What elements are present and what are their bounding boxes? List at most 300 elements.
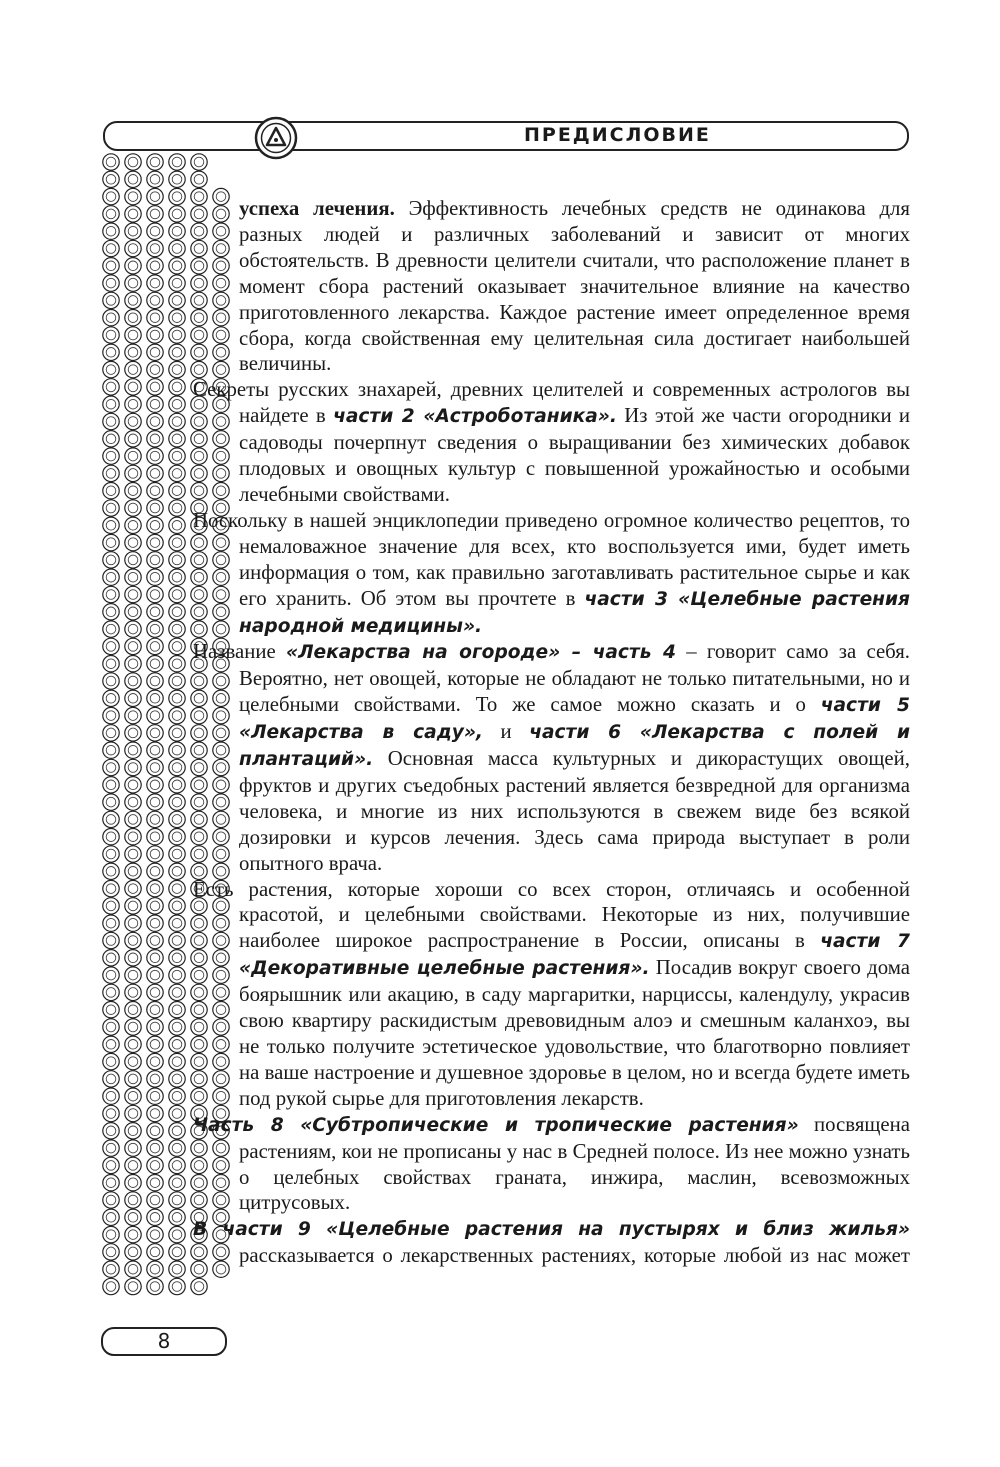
circle-ornament bbox=[169, 1036, 185, 1052]
circle-ornament bbox=[125, 1175, 141, 1191]
body-text: посвящена растениям, кои не прописаны у нас в Средней полосе. Из нее можно узнать о целебных свойствах граната, инжира, маслин, всевозможных цитрусовых. bbox=[239, 1112, 910, 1215]
circle-ornament bbox=[125, 292, 141, 308]
circle-ornament bbox=[125, 586, 141, 602]
circle-ornament bbox=[147, 188, 163, 204]
body-text: Из этой же части огородники и садоводы почерпнут сведения о выращивании без химических добавок плодовых и овощных культур с повышенной урожайностью и особыми лечебными свойствами. bbox=[239, 404, 911, 506]
circle-ornament bbox=[147, 984, 163, 1000]
circle-ornament bbox=[103, 898, 119, 914]
circle-ornament bbox=[125, 984, 141, 1000]
circle-ornament bbox=[147, 846, 163, 862]
circle-ornament bbox=[103, 863, 119, 879]
circle-ornament bbox=[125, 413, 141, 429]
circle-ornament bbox=[147, 621, 163, 637]
circle-ornament bbox=[191, 171, 207, 187]
circle-ornament bbox=[147, 967, 163, 983]
circle-ornament bbox=[169, 742, 185, 758]
body-text: Эффективность лечебных средств не одинакова для разных людей и различных заболеваний и зависит от многих обстоятельств. В древности целители считали, что расположение планет в момент сбора растений оказывает значительное влияние на качество приготовленного лекарства. Каждое растение имеет определенное время сбора, когда свойственная ему целительная сила достигает наибольшей величины. bbox=[239, 197, 910, 376]
emphasis-text: Часть 8 «Субтропические и тропические растения» bbox=[193, 1114, 799, 1136]
circle-ornament bbox=[147, 292, 163, 308]
circle-ornament bbox=[103, 1278, 119, 1294]
circle-ornament bbox=[147, 880, 163, 896]
circle-ornament bbox=[125, 552, 141, 568]
circle-ornament bbox=[125, 1105, 141, 1121]
circle-ornament bbox=[125, 621, 141, 637]
circle-ornament bbox=[147, 448, 163, 464]
emphasis-text: успеха лечения. bbox=[239, 197, 395, 220]
circle-ornament bbox=[147, 777, 163, 793]
emphasis-text: части 7 «Декоративные целебные растения». bbox=[239, 931, 910, 980]
circle-ornament bbox=[147, 154, 163, 170]
circle-ornament bbox=[103, 517, 119, 533]
circle-ornament bbox=[169, 1209, 185, 1225]
circle-ornament bbox=[169, 465, 185, 481]
circle-ornament bbox=[147, 707, 163, 723]
circle-ornament bbox=[147, 361, 163, 377]
circle-ornament bbox=[169, 1105, 185, 1121]
body-text: Название bbox=[193, 640, 286, 664]
circle-ornament bbox=[103, 656, 119, 672]
circle-ornament bbox=[169, 223, 185, 239]
circle-ornament bbox=[147, 1226, 163, 1242]
circle-ornament bbox=[103, 725, 119, 741]
circle-ornament bbox=[125, 1244, 141, 1260]
circle-ornament bbox=[147, 673, 163, 689]
circle-ornament bbox=[147, 1053, 163, 1069]
triangle-emblem-icon bbox=[254, 116, 298, 160]
circle-ornament bbox=[103, 240, 119, 256]
circle-ornament bbox=[125, 880, 141, 896]
paragraph-7 bbox=[193, 1216, 910, 1269]
circle-ornament bbox=[169, 967, 185, 983]
body-text: Есть растения, которые хороши со всех сторон, отличаясь и особенной красотой, и целебными свойствами. Некоторые из них, получившие наиболее широкое распространение в России, описаны в bbox=[193, 877, 910, 953]
circle-ornament bbox=[103, 483, 119, 499]
circle-ornament bbox=[125, 777, 141, 793]
emphasis-text: части 2 «Астроботаника». bbox=[333, 406, 617, 428]
circle-ornament bbox=[125, 950, 141, 966]
circle-ornament bbox=[147, 1261, 163, 1277]
emphasis-text: «Лекарства на огороде» – часть 4 bbox=[286, 642, 676, 664]
circle-ornament bbox=[125, 967, 141, 983]
circle-ornament bbox=[169, 829, 185, 845]
circle-ornament bbox=[125, 431, 141, 447]
body-text: Посадив вокруг своего дома боярышник или акацию, в саду маргаритки, нарциссы, календулу, украсив свою квартиру раскидистым древовидным алоэ и смешным каланхоэ, вы не только получите эстетическое удовольствие, что благотворно повлияет на ваше настроение и душевное здоровье в целом, но и всегда будете иметь под рукой сырье для приготовления лекарств. bbox=[239, 956, 910, 1110]
circle-ornament bbox=[147, 344, 163, 360]
circle-ornament bbox=[103, 223, 119, 239]
circle-ornament bbox=[103, 361, 119, 377]
circle-ornament bbox=[147, 1036, 163, 1052]
circle-ornament bbox=[147, 327, 163, 343]
circle-ornament bbox=[169, 379, 185, 395]
circle-ornament bbox=[125, 448, 141, 464]
circle-ornament bbox=[103, 188, 119, 204]
circle-ornament bbox=[125, 846, 141, 862]
circle-ornament bbox=[147, 431, 163, 447]
circle-ornament bbox=[147, 932, 163, 948]
circle-ornament bbox=[169, 1261, 185, 1277]
circle-ornament bbox=[103, 794, 119, 810]
emphasis-text: части 6 «Лекарства с полей и плантаций». bbox=[239, 722, 911, 771]
circle-ornament bbox=[125, 223, 141, 239]
circle-ornament bbox=[125, 604, 141, 620]
circle-ornament bbox=[125, 1088, 141, 1104]
circle-ornament bbox=[169, 621, 185, 637]
circle-ornament bbox=[103, 1261, 119, 1277]
circle-ornament bbox=[169, 932, 185, 948]
circle-ornament bbox=[103, 880, 119, 896]
circle-ornament bbox=[103, 1226, 119, 1242]
circle-ornament bbox=[125, 1261, 141, 1277]
body-text: Секреты русских знахарей, древних целителей и современных астрологов вы найдете в bbox=[193, 378, 910, 428]
circle-ornament bbox=[147, 638, 163, 654]
circle-ornament bbox=[103, 275, 119, 291]
circle-ornament bbox=[147, 465, 163, 481]
circle-ornament bbox=[147, 725, 163, 741]
circle-ornament bbox=[125, 863, 141, 879]
circle-ornament bbox=[125, 379, 141, 395]
circle-ornament bbox=[103, 1209, 119, 1225]
circle-ornament bbox=[191, 1278, 207, 1294]
circle-ornament bbox=[169, 656, 185, 672]
body-text: – говорит само за себя. Вероятно, нет овощей, которые не обладают не только питательными, но и целебными свойствами. То же самое можно сказать и о bbox=[239, 640, 911, 717]
circle-ornament bbox=[125, 1209, 141, 1225]
circle-ornament bbox=[125, 1123, 141, 1139]
circle-ornament bbox=[103, 673, 119, 689]
circle-ornament bbox=[169, 240, 185, 256]
circle-ornament bbox=[147, 1019, 163, 1035]
circle-ornament bbox=[103, 586, 119, 602]
circle-ornament bbox=[147, 794, 163, 810]
circle-ornament bbox=[125, 1157, 141, 1173]
circle-ornament bbox=[125, 483, 141, 499]
circle-ornament bbox=[125, 361, 141, 377]
circle-ornament bbox=[169, 1226, 185, 1242]
circle-ornament bbox=[125, 638, 141, 654]
circle-ornament bbox=[103, 1088, 119, 1104]
page-number: 8 bbox=[157, 1329, 171, 1353]
circle-ornament bbox=[103, 327, 119, 343]
circle-ornament bbox=[125, 759, 141, 775]
circle-ornament bbox=[103, 932, 119, 948]
circle-ornament bbox=[169, 1157, 185, 1173]
circle-ornament bbox=[103, 1071, 119, 1087]
circle-ornament bbox=[125, 396, 141, 412]
circle-ornament bbox=[169, 500, 185, 516]
circle-ornament bbox=[103, 1140, 119, 1156]
circle-ornament bbox=[169, 950, 185, 966]
circle-ornament bbox=[125, 690, 141, 706]
circle-ornament bbox=[169, 1088, 185, 1104]
circle-ornament bbox=[125, 932, 141, 948]
circle-ornament bbox=[103, 1123, 119, 1139]
circle-ornament bbox=[147, 1123, 163, 1139]
circle-ornament bbox=[147, 1105, 163, 1121]
circle-ornament bbox=[169, 863, 185, 879]
circle-ornament bbox=[125, 707, 141, 723]
circle-ornament bbox=[125, 811, 141, 827]
circle-ornament bbox=[169, 794, 185, 810]
circle-ornament bbox=[125, 344, 141, 360]
circle-ornament bbox=[125, 742, 141, 758]
circle-ornament bbox=[103, 396, 119, 412]
circle-ornament bbox=[169, 1244, 185, 1260]
circle-ornament bbox=[147, 1002, 163, 1018]
circle-ornament bbox=[125, 500, 141, 516]
circle-ornament bbox=[147, 483, 163, 499]
circle-ornament bbox=[147, 863, 163, 879]
circle-ornament bbox=[103, 413, 119, 429]
circle-ornament bbox=[169, 188, 185, 204]
emphasis-text: части 3 «Целебные растения народной медицины». bbox=[239, 588, 910, 637]
circle-ornament bbox=[125, 154, 141, 170]
circle-ornament bbox=[147, 915, 163, 931]
circle-ornament bbox=[169, 1278, 185, 1294]
circle-ornament bbox=[125, 915, 141, 931]
circle-ornament bbox=[125, 829, 141, 845]
circle-ornament bbox=[169, 1019, 185, 1035]
circle-ornament bbox=[147, 829, 163, 845]
chapter-title: ПРЕДИСЛОВИЕ bbox=[524, 124, 711, 146]
circle-ornament bbox=[147, 1278, 163, 1294]
circle-ornament bbox=[125, 1278, 141, 1294]
circle-ornament bbox=[103, 1157, 119, 1173]
circle-ornament bbox=[169, 1140, 185, 1156]
circle-ornament bbox=[125, 725, 141, 741]
circle-ornament bbox=[169, 517, 185, 533]
circle-ornament bbox=[103, 777, 119, 793]
circle-ornament bbox=[103, 500, 119, 516]
circle-ornament bbox=[125, 1226, 141, 1242]
circle-ornament bbox=[147, 1244, 163, 1260]
circle-ornament bbox=[147, 396, 163, 412]
circle-ornament bbox=[103, 690, 119, 706]
circle-ornament bbox=[147, 656, 163, 672]
circle-ornament bbox=[103, 759, 119, 775]
circle-ornament bbox=[169, 690, 185, 706]
circle-ornament bbox=[125, 171, 141, 187]
circle-ornament bbox=[125, 534, 141, 550]
circle-ornament bbox=[103, 171, 119, 187]
circle-ornament bbox=[103, 448, 119, 464]
body-text: Поскольку в нашей энциклопедии приведено огромное количество рецептов, то немаловажное значение для всех, кто воспользуется ими, будет иметь информация о том, как правильно заготавливать растительное сырье и как его хранить. Об этом вы прочтете в bbox=[193, 508, 910, 610]
circle-ornament bbox=[147, 1209, 163, 1225]
circle-ornament bbox=[125, 240, 141, 256]
circle-ornament bbox=[169, 448, 185, 464]
circle-ornament bbox=[125, 656, 141, 672]
circle-ornament bbox=[147, 240, 163, 256]
circle-ornament bbox=[147, 1088, 163, 1104]
circle-ornament bbox=[103, 967, 119, 983]
circle-ornament bbox=[103, 292, 119, 308]
emphasis-text: части 5 «Лекарства в саду», bbox=[239, 695, 910, 744]
circle-ornament bbox=[169, 483, 185, 499]
circle-ornament bbox=[125, 258, 141, 274]
circle-ornament bbox=[125, 206, 141, 222]
circle-ornament bbox=[147, 586, 163, 602]
circle-ornament bbox=[169, 725, 185, 741]
circle-ornament bbox=[169, 1192, 185, 1208]
circle-ornament bbox=[125, 1053, 141, 1069]
circle-ornament bbox=[103, 621, 119, 637]
circle-ornament bbox=[103, 811, 119, 827]
circle-ornament bbox=[103, 1036, 119, 1052]
circle-ornament bbox=[147, 275, 163, 291]
circle-ornament bbox=[103, 742, 119, 758]
circle-ornament bbox=[103, 258, 119, 274]
circle-ornament bbox=[169, 898, 185, 914]
circle-ornament bbox=[147, 552, 163, 568]
paragraph-1 bbox=[193, 196, 910, 377]
circle-ornament bbox=[147, 534, 163, 550]
circle-ornament bbox=[169, 396, 185, 412]
circle-ornament bbox=[169, 552, 185, 568]
circle-ornament bbox=[169, 604, 185, 620]
circle-ornament bbox=[125, 1140, 141, 1156]
circle-ornament bbox=[169, 707, 185, 723]
circle-ornament bbox=[169, 638, 185, 654]
circle-ornament bbox=[147, 1175, 163, 1191]
circle-ornament bbox=[125, 1002, 141, 1018]
circle-ornament bbox=[169, 673, 185, 689]
circle-ornament bbox=[191, 154, 207, 170]
circle-ornament bbox=[147, 759, 163, 775]
preface-body-text bbox=[193, 196, 910, 1269]
circle-ornament bbox=[103, 310, 119, 326]
circle-ornament bbox=[147, 379, 163, 395]
circle-ornament bbox=[103, 950, 119, 966]
circle-ornament bbox=[147, 206, 163, 222]
circle-ornament bbox=[125, 275, 141, 291]
circle-ornament bbox=[147, 171, 163, 187]
circle-ornament bbox=[147, 690, 163, 706]
circle-ornament bbox=[169, 413, 185, 429]
circle-ornament bbox=[147, 1071, 163, 1087]
circle-ornament bbox=[169, 915, 185, 931]
circle-ornament bbox=[103, 552, 119, 568]
circle-ornament bbox=[147, 517, 163, 533]
body-text: Основная масса культурных и дикорастущих овощей, фруктов и других съедобных растений является безвредной для организма человека, и многие из них используются в свежем виде без всякой дозировки и курсов лечения. Здесь сама природа выступает в роли опытного врача. bbox=[239, 747, 910, 875]
circle-ornament bbox=[169, 206, 185, 222]
circle-ornament bbox=[103, 206, 119, 222]
circle-ornament bbox=[147, 742, 163, 758]
circle-ornament bbox=[147, 898, 163, 914]
paragraph-4 bbox=[193, 639, 910, 876]
circle-ornament bbox=[169, 759, 185, 775]
circle-ornament bbox=[125, 310, 141, 326]
circle-ornament bbox=[103, 1192, 119, 1208]
circle-ornament bbox=[103, 1019, 119, 1035]
circle-ornament bbox=[103, 846, 119, 862]
circle-ornament bbox=[147, 310, 163, 326]
circle-ornament bbox=[169, 361, 185, 377]
paragraph-5 bbox=[193, 877, 910, 1112]
circle-ornament bbox=[103, 1244, 119, 1260]
circle-ornament bbox=[103, 344, 119, 360]
circle-ornament bbox=[103, 465, 119, 481]
circle-ornament bbox=[103, 1105, 119, 1121]
circle-ornament bbox=[125, 794, 141, 810]
body-text: и bbox=[482, 720, 530, 744]
circle-ornament bbox=[169, 154, 185, 170]
circle-ornament bbox=[147, 258, 163, 274]
circle-ornament bbox=[169, 1053, 185, 1069]
circle-ornament bbox=[169, 846, 185, 862]
circle-ornament bbox=[125, 1192, 141, 1208]
circle-ornament bbox=[103, 829, 119, 845]
circle-ornament bbox=[125, 673, 141, 689]
circle-ornament bbox=[147, 500, 163, 516]
circle-ornament bbox=[125, 898, 141, 914]
circle-ornament bbox=[169, 258, 185, 274]
circle-ornament bbox=[147, 604, 163, 620]
circle-ornament bbox=[169, 344, 185, 360]
circle-ornament bbox=[169, 1175, 185, 1191]
circle-ornament bbox=[147, 811, 163, 827]
circle-ornament bbox=[147, 223, 163, 239]
circle-ornament bbox=[169, 984, 185, 1000]
circle-ornament bbox=[169, 534, 185, 550]
circle-ornament bbox=[169, 811, 185, 827]
circle-ornament bbox=[103, 1175, 119, 1191]
circle-ornament bbox=[103, 707, 119, 723]
emphasis-text: В части 9 «Целебные растения на пустырях и близ жилья» bbox=[193, 1219, 910, 1241]
circle-ornament bbox=[103, 379, 119, 395]
circle-ornament bbox=[103, 984, 119, 1000]
paragraph-6 bbox=[193, 1112, 910, 1217]
paragraph-2 bbox=[193, 377, 910, 508]
circle-ornament bbox=[169, 1123, 185, 1139]
circle-ornament bbox=[147, 1140, 163, 1156]
circle-ornament bbox=[169, 569, 185, 585]
circle-ornament bbox=[103, 569, 119, 585]
circle-ornament bbox=[147, 950, 163, 966]
circle-ornament bbox=[169, 171, 185, 187]
circle-ornament bbox=[125, 465, 141, 481]
body-text: рассказывается о лекарственных растениях, которые любой из нас может bbox=[239, 1244, 910, 1268]
chapter-header-bar bbox=[103, 121, 909, 151]
circle-ornament bbox=[147, 569, 163, 585]
circle-ornament bbox=[125, 517, 141, 533]
circle-ornament bbox=[103, 1053, 119, 1069]
paragraph-3 bbox=[193, 508, 910, 640]
circle-ornament bbox=[125, 188, 141, 204]
circle-ornament bbox=[147, 1157, 163, 1173]
circle-ornament bbox=[125, 1019, 141, 1035]
circle-ornament bbox=[169, 327, 185, 343]
circle-ornament bbox=[147, 413, 163, 429]
circle-ornament bbox=[169, 880, 185, 896]
circle-ornament bbox=[103, 154, 119, 170]
circle-ornament bbox=[103, 431, 119, 447]
circle-ornament bbox=[125, 569, 141, 585]
circle-ornament bbox=[169, 1002, 185, 1018]
circle-ornament bbox=[169, 275, 185, 291]
circle-ornament bbox=[103, 1002, 119, 1018]
circle-ornament bbox=[103, 915, 119, 931]
circle-ornament bbox=[125, 327, 141, 343]
circle-ornament bbox=[125, 1071, 141, 1087]
circle-ornament bbox=[169, 586, 185, 602]
circle-ornament bbox=[169, 310, 185, 326]
circle-ornament bbox=[103, 604, 119, 620]
circle-ornament bbox=[169, 292, 185, 308]
circle-ornament bbox=[169, 431, 185, 447]
circle-ornament bbox=[147, 1192, 163, 1208]
circle-ornament bbox=[125, 1036, 141, 1052]
circle-ornament bbox=[169, 777, 185, 793]
circle-ornament bbox=[103, 534, 119, 550]
circle-ornament bbox=[103, 638, 119, 654]
circle-ornament bbox=[169, 1071, 185, 1087]
